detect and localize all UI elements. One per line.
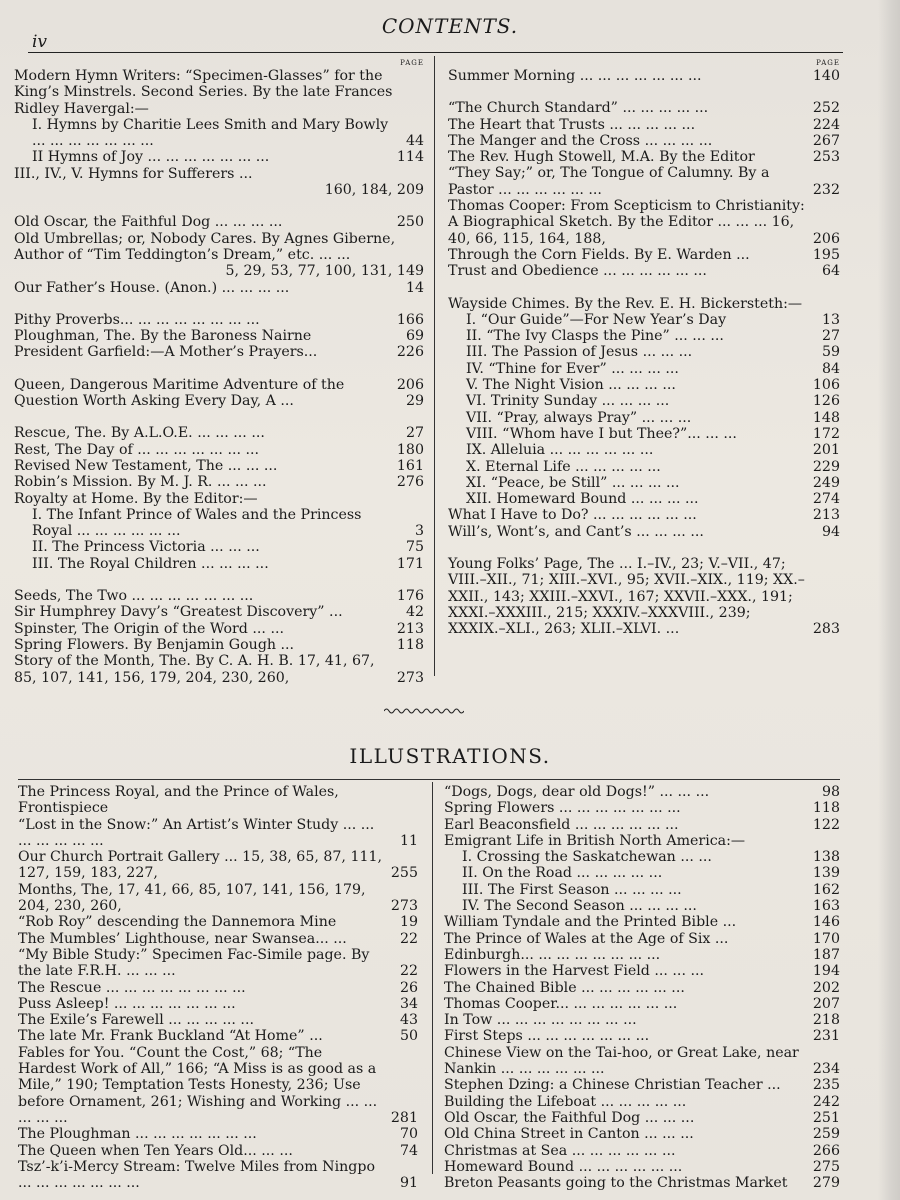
contents-right-column bbox=[448, 58, 840, 638]
toc-entry bbox=[18, 1045, 418, 1126]
toc-entry-page: 224 bbox=[812, 116, 840, 133]
toc-entry-page: 275 bbox=[812, 1158, 840, 1175]
toc-entry-title: Months, The, 17, 41, 66, 85, 107, 141, 156, 179, 204, 230, 260, bbox=[18, 881, 366, 915]
column-divider bbox=[432, 782, 433, 1174]
toc-entry-page: 195 bbox=[812, 246, 840, 263]
toc-entry bbox=[448, 149, 840, 165]
toc-entry-title: III. The Passion of Jesus ... ... ... bbox=[466, 344, 693, 361]
toc-entry-page: 26 bbox=[399, 979, 418, 996]
header-rule bbox=[28, 52, 843, 53]
toc-entry-page: 172 bbox=[812, 425, 840, 442]
illustrations-right-column bbox=[444, 784, 840, 1191]
toc-entry-page: 162 bbox=[812, 881, 840, 898]
toc-entry-title: Modern Hymn Writers: “Specimen-Glasses” for the King’s Minstrels. Second Series. By the late Frances Ridley Havergal:— bbox=[14, 68, 393, 117]
toc-entry bbox=[448, 68, 840, 84]
toc-entry-title: II Hymns of Joy ... ... ... ... ... ... ... bbox=[32, 149, 270, 166]
toc-entry bbox=[444, 947, 840, 963]
toc-entry bbox=[448, 263, 840, 279]
toc-entry bbox=[14, 442, 424, 458]
toc-entry-title: The Exile’s Farewell ... ... ... ... ... bbox=[18, 1012, 254, 1029]
toc-entry-title: Building the Lifeboat ... ... ... ... ... bbox=[444, 1093, 687, 1110]
toc-entry bbox=[14, 637, 424, 653]
toc-entry-page: 27 bbox=[821, 328, 840, 345]
toc-entry-title: II. On the Road ... ... ... ... ... bbox=[462, 865, 663, 882]
ornamental-wavy-rule bbox=[384, 706, 464, 716]
toc-entry-title: Royalty at Home. By the Editor:— bbox=[14, 490, 258, 507]
toc-entry-page: 59 bbox=[821, 344, 840, 361]
toc-entry-page: 64 bbox=[821, 263, 840, 280]
toc-entry bbox=[444, 898, 840, 914]
toc-entry bbox=[444, 833, 840, 849]
toc-entry-title: Seeds, The Two ... ... ... ... ... ... ... bbox=[14, 588, 254, 605]
toc-entry-page: 273 bbox=[396, 669, 424, 686]
toc-entry-page: 118 bbox=[812, 800, 840, 817]
toc-entry-title: Pithy Proverbs... ... ... ... ... ... ... ... bbox=[14, 311, 260, 328]
toc-entry-title: “The Church Standard” ... ... ... ... ... bbox=[448, 100, 709, 117]
toc-entry-title: The Heart that Trusts ... ... ... ... ... bbox=[448, 116, 696, 133]
toc-entry-page: 207 bbox=[812, 995, 840, 1012]
toc-entry bbox=[444, 1159, 840, 1175]
toc-entry-title: Our Father’s House. (Anon.) ... ... ... ... bbox=[14, 279, 290, 296]
toc-entry-page: 187 bbox=[812, 946, 840, 963]
toc-entry bbox=[448, 507, 840, 523]
toc-entry bbox=[444, 1077, 840, 1093]
toc-entry bbox=[14, 117, 424, 150]
toc-entry-page: 114 bbox=[396, 149, 424, 166]
page-column-label: PAGE bbox=[400, 59, 424, 67]
toc-entry-page: 232 bbox=[812, 181, 840, 198]
toc-entry-title: Edinburgh... ... ... ... ... ... ... ... bbox=[444, 946, 661, 963]
toc-entry-page: 75 bbox=[405, 539, 424, 556]
toc-entry bbox=[14, 68, 424, 117]
toc-entry bbox=[444, 1028, 840, 1044]
toc-entry-title: “My Bible Study:” Specimen Fac-Simile page. By the late F.R.H. ... ... ... bbox=[18, 946, 370, 980]
toc-entry-title: William Tyndale and the Printed Bible ... bbox=[444, 914, 737, 931]
toc-entry-title: The Rev. Hugh Stowell, M.A. By the Editor bbox=[448, 149, 755, 166]
toc-entry-page: 50 bbox=[399, 1028, 418, 1045]
toc-entry-title: III. The Royal Children ... ... ... ... bbox=[32, 555, 269, 572]
toc-entry-title: IV. “Thine for Ever” ... ... ... ... bbox=[466, 360, 679, 377]
toc-entry-title: “Lost in the Snow:” An Artist’s Winter Study ... ... ... ... ... ... ... bbox=[18, 816, 375, 849]
toc-entry-page: 13 bbox=[821, 311, 840, 328]
toc-entry bbox=[14, 491, 424, 507]
toc-entry-page: 139 bbox=[812, 865, 840, 882]
toc-entry-title: XI. “Peace, be Still” ... ... ... ... bbox=[466, 474, 680, 491]
toc-entry-title: Spinster, The Origin of the Word ... ... bbox=[14, 620, 284, 637]
toc-entry bbox=[18, 882, 418, 915]
entry-spacer bbox=[14, 572, 424, 588]
toc-entry-page: 14 bbox=[405, 279, 424, 296]
toc-entry-page: 213 bbox=[812, 507, 840, 524]
toc-entry bbox=[448, 100, 840, 116]
toc-entry-page: 106 bbox=[812, 377, 840, 394]
toc-entry-title: I. Crossing the Saskatchewan ... ... bbox=[462, 849, 712, 866]
toc-entry bbox=[444, 1045, 840, 1078]
toc-entry-page: 171 bbox=[396, 555, 424, 572]
toc-entry-title: Wayside Chimes. By the Rev. E. H. Bickersteth:— bbox=[448, 295, 803, 312]
toc-entry-page: 98 bbox=[821, 784, 840, 800]
page-edge bbox=[878, 0, 900, 1200]
illustrations-right-list bbox=[444, 784, 840, 1191]
toc-entry-title: The Mumbles’ Lighthouse, near Swansea... ... bbox=[18, 930, 347, 947]
toc-entry bbox=[444, 784, 840, 800]
toc-entry-page: 34 bbox=[399, 995, 418, 1012]
toc-entry-page: 91 bbox=[399, 1175, 418, 1192]
toc-entry bbox=[448, 165, 840, 198]
toc-entry bbox=[14, 214, 424, 230]
toc-entry-title: V. The Night Vision ... ... ... ... bbox=[466, 377, 676, 394]
toc-entry bbox=[14, 604, 424, 620]
toc-entry-page: 283 bbox=[812, 621, 840, 638]
toc-entry-title: The late Mr. Frank Buckland “At Home” ... bbox=[18, 1028, 323, 1045]
toc-entry-title: Trust and Obedience ... ... ... ... ... ... bbox=[448, 263, 707, 280]
toc-entry bbox=[448, 475, 840, 491]
toc-entry-page: 213 bbox=[396, 620, 424, 637]
toc-entry-title: Breton Peasants going to the Christmas Market bbox=[444, 1175, 788, 1192]
toc-entry-page: 170 bbox=[812, 930, 840, 947]
toc-entry bbox=[14, 556, 424, 572]
toc-entry bbox=[18, 914, 418, 930]
toc-entry-page: 27 bbox=[405, 425, 424, 442]
toc-entry-page: 206 bbox=[396, 376, 424, 393]
toc-entry-page: 163 bbox=[812, 898, 840, 915]
toc-entry-title: The Rescue ... ... ... ... ... ... ... ... bbox=[18, 979, 246, 996]
toc-entry-page: 201 bbox=[812, 442, 840, 459]
toc-entry-title: Thomas Cooper... ... ... ... ... ... ... bbox=[444, 995, 678, 1012]
toc-entry bbox=[14, 425, 424, 441]
toc-entry bbox=[18, 1126, 418, 1142]
toc-entry-page: 122 bbox=[812, 816, 840, 833]
toc-entry-title: IX. Alleluia ... ... ... ... ... ... bbox=[466, 442, 654, 459]
toc-entry bbox=[448, 198, 840, 247]
toc-entry-title: Thomas Cooper: From Scepticism to Christianity: A Biographical Sketch. By the Editor ... ... ... 16, 40, 66, 115, 164, 188, bbox=[448, 198, 805, 247]
entry-spacer bbox=[448, 280, 840, 296]
toc-entry bbox=[14, 621, 424, 637]
folio-number: iv bbox=[32, 32, 48, 52]
toc-entry-page: 276 bbox=[396, 474, 424, 491]
toc-entry bbox=[448, 442, 840, 458]
toc-entry-title: The Ploughman ... ... ... ... ... ... ... bbox=[18, 1126, 257, 1143]
toc-entry-title: “Rob Roy” descending the Dannemora Mine bbox=[18, 914, 337, 931]
toc-entry-page: 229 bbox=[812, 458, 840, 475]
toc-entry-title: Through the Corn Fields. By E. Warden ... bbox=[448, 246, 750, 263]
toc-entry bbox=[14, 280, 424, 296]
toc-entry-title: Rest, The Day of ... ... ... ... ... ... ... bbox=[14, 441, 260, 458]
toc-entry bbox=[14, 507, 424, 540]
toc-entry bbox=[448, 410, 840, 426]
toc-entry bbox=[444, 1143, 840, 1159]
toc-entry-title: Spring Flowers ... ... ... ... ... ... ... bbox=[444, 800, 681, 817]
toc-entry-title: The Prince of Wales at the Age of Six ... bbox=[444, 930, 729, 947]
toc-entry bbox=[18, 817, 418, 850]
toc-entry bbox=[444, 980, 840, 996]
toc-entry-title: President Garfield:—A Mother’s Prayers... bbox=[14, 344, 318, 361]
toc-entry bbox=[448, 296, 840, 312]
toc-entry-title: Homeward Bound ... ... ... ... ... ... bbox=[444, 1158, 683, 1175]
toc-entry-page: 231 bbox=[812, 1028, 840, 1045]
toc-entry-title: II. “The Ivy Clasps the Pine” ... ... ... bbox=[466, 328, 724, 345]
running-head-title: CONTENTS. bbox=[381, 14, 519, 38]
toc-entry bbox=[14, 653, 424, 686]
toc-entry-title: Fables for You. “Count the Cost,” 68; “The Hardest Work of All,” 166; “A Miss is as good as a Mile,” 190; Temptation Tests Honesty, 236; Use before Ornament, 261; Wishing and Working ... ... ... ... ... bbox=[18, 1044, 378, 1126]
toc-entry-page: 252 bbox=[812, 100, 840, 117]
toc-entry-page: 11 bbox=[399, 832, 418, 849]
toc-entry bbox=[14, 344, 424, 360]
toc-entry-page: 94 bbox=[821, 523, 840, 540]
toc-entry-page: 226 bbox=[396, 344, 424, 361]
entry-spacer bbox=[14, 409, 424, 425]
toc-entry-title: I. The Infant Prince of Wales and the Princess Royal ... ... ... ... ... ... bbox=[32, 506, 362, 540]
toc-entry bbox=[18, 1159, 418, 1192]
page-column-label: PAGE bbox=[816, 59, 840, 67]
toc-entry-title: Old China Street in Canton ... ... ... bbox=[444, 1126, 694, 1143]
toc-entry bbox=[18, 784, 418, 817]
toc-entry-page: 235 bbox=[812, 1077, 840, 1094]
toc-entry-title: Will’s, Wont’s, and Cant’s ... ... ... ... bbox=[448, 523, 704, 540]
toc-entry bbox=[448, 377, 840, 393]
illustrations-rule bbox=[18, 779, 840, 780]
toc-entry-title: Our Church Portrait Gallery ... 15, 38, 65, 87, 111, 127, 159, 183, 227, bbox=[18, 849, 383, 882]
toc-entry-page: 84 bbox=[821, 360, 840, 377]
toc-entry bbox=[444, 800, 840, 816]
toc-entry bbox=[444, 1012, 840, 1028]
toc-entry-page: 161 bbox=[396, 457, 424, 474]
toc-entry bbox=[448, 344, 840, 360]
toc-entry bbox=[14, 231, 424, 280]
toc-entry-title: VII. “Pray, always Pray” ... ... ... bbox=[466, 409, 692, 426]
toc-entry bbox=[448, 361, 840, 377]
toc-entry-page: 146 bbox=[812, 914, 840, 931]
toc-entry-title: Spring Flowers. By Benjamin Gough ... bbox=[14, 636, 295, 653]
toc-entry-page: 202 bbox=[812, 979, 840, 996]
toc-entry-title: Earl Beaconsfield ... ... ... ... ... ... bbox=[444, 816, 679, 833]
toc-entry-page: 255 bbox=[390, 865, 418, 882]
toc-entry-page: 70 bbox=[399, 1126, 418, 1143]
entry-spacer bbox=[448, 540, 840, 556]
toc-entry bbox=[448, 312, 840, 328]
toc-entry-title: The Queen when Ten Years Old... ... ... bbox=[18, 1142, 293, 1159]
toc-entry-title: Emigrant Life in British North America:— bbox=[444, 832, 746, 849]
toc-entry bbox=[18, 980, 418, 996]
toc-entry-page: 206 bbox=[812, 230, 840, 247]
toc-entry-page: 44 bbox=[405, 133, 424, 150]
toc-entry-page: 249 bbox=[812, 474, 840, 491]
toc-entry bbox=[444, 1175, 840, 1191]
entry-spacer bbox=[448, 84, 840, 100]
toc-entry-title: The Chained Bible ... ... ... ... ... ... bbox=[444, 979, 685, 996]
toc-entry bbox=[18, 1143, 418, 1159]
toc-entry bbox=[14, 539, 424, 555]
toc-entry bbox=[14, 149, 424, 165]
toc-entry bbox=[444, 1110, 840, 1126]
toc-entry-page: 279 bbox=[812, 1175, 840, 1192]
illustrations-left-column bbox=[18, 784, 418, 1191]
toc-entry-title: Christmas at Sea ... ... ... ... ... ... bbox=[444, 1142, 676, 1159]
toc-entry bbox=[14, 474, 424, 490]
toc-entry-title: The Princess Royal, and the Prince of Wales, Frontispiece bbox=[18, 784, 339, 817]
toc-entry bbox=[14, 312, 424, 328]
toc-entry bbox=[448, 117, 840, 133]
contents-left-list bbox=[14, 68, 424, 686]
toc-entry-title: Old Oscar, the Faithful Dog ... ... ... ... bbox=[14, 214, 283, 231]
toc-entry-page: 166 bbox=[396, 311, 424, 328]
toc-entry-page: 242 bbox=[812, 1093, 840, 1110]
toc-entry bbox=[14, 393, 424, 409]
toc-entry-title: VIII. “Whom have I but Thee?”... ... ... bbox=[466, 425, 737, 442]
toc-entry bbox=[14, 166, 424, 199]
toc-entry-page: 43 bbox=[399, 1012, 418, 1029]
toc-entry bbox=[18, 947, 418, 980]
toc-entry-title: Flowers in the Harvest Field ... ... ... bbox=[444, 963, 704, 980]
toc-entry bbox=[18, 996, 418, 1012]
toc-entry-page: 118 bbox=[396, 636, 424, 653]
toc-entry-page: 180 bbox=[396, 441, 424, 458]
toc-entry-page: 69 bbox=[405, 328, 424, 345]
toc-entry-page: 194 bbox=[812, 963, 840, 980]
toc-entry-title: Old Oscar, the Faithful Dog ... ... ... bbox=[444, 1109, 695, 1126]
entry-spacer bbox=[14, 198, 424, 214]
toc-entry-title: The Manger and the Cross ... ... ... ... bbox=[448, 132, 713, 149]
toc-entry bbox=[444, 849, 840, 865]
toc-entry-title: I. Hymns by Charitie Lees Smith and Mary Bowly ... ... ... ... ... ... ... bbox=[32, 116, 389, 150]
toc-entry-title: III., IV., V. Hymns for Sufferers ... bbox=[14, 165, 253, 182]
toc-entry bbox=[448, 524, 840, 540]
toc-entry bbox=[448, 491, 840, 507]
toc-entry-title: Old Umbrellas; or, Nobody Cares. By Agnes Giberne, Author of “Tim Teddington’s Dream,” etc. ... ... bbox=[14, 230, 396, 263]
toc-entry bbox=[14, 458, 424, 474]
toc-entry-page: 42 bbox=[405, 604, 424, 621]
toc-entry bbox=[444, 817, 840, 833]
toc-entry bbox=[444, 996, 840, 1012]
toc-entry bbox=[448, 133, 840, 149]
toc-entry-title: Chinese View on the Tai-hoo, or Great Lake, near Nankin ... ... ... ... ... ... bbox=[444, 1044, 799, 1078]
toc-entry-page: 273 bbox=[390, 898, 418, 915]
toc-entry bbox=[448, 459, 840, 475]
illustrations-left-list bbox=[18, 784, 418, 1191]
toc-entry-page: 19 bbox=[399, 914, 418, 931]
toc-entry-title: Story of the Month, The. By C. A. H. B. 17, 41, 67, 85, 107, 141, 156, 179, 204, 230, 260, bbox=[14, 653, 375, 686]
toc-entry-title: Young Folks’ Page, The ... I.–IV., 23; V.–VII., 47; VIII.–XII., 71; XIII.–XVI., 95; XVII.–XIX., 119; XX.–XXII., 143; XXIII.–XXVI., 167; XXVII.–XXX., 191; XXXI.–XXXIII., 215; XXXIV.–XXXVIII., 239; XXXIX.–XLI., 263; XLII.–XLVI. ... bbox=[448, 556, 805, 638]
toc-entry-page: 140 bbox=[812, 68, 840, 84]
toc-entry-page: 176 bbox=[396, 588, 424, 605]
toc-entry-title: In Tow ... ... ... ... ... ... ... ... bbox=[444, 1012, 637, 1029]
toc-entry-page: 234 bbox=[812, 1061, 840, 1078]
toc-entry bbox=[14, 377, 424, 393]
toc-entry-page: 22 bbox=[399, 963, 418, 980]
entry-spacer bbox=[14, 361, 424, 377]
illustrations-heading: ILLUSTRATIONS. bbox=[349, 744, 551, 768]
toc-entry bbox=[18, 1028, 418, 1044]
entry-spacer bbox=[14, 296, 424, 312]
toc-entry bbox=[448, 393, 840, 409]
toc-entry-page: 251 bbox=[812, 1109, 840, 1126]
toc-entry bbox=[14, 588, 424, 604]
toc-entry bbox=[18, 1012, 418, 1028]
toc-entry-page: 29 bbox=[405, 393, 424, 410]
toc-entry-title: IV. The Second Season ... ... ... ... bbox=[462, 898, 697, 915]
contents-left-column bbox=[14, 58, 424, 686]
toc-entry bbox=[18, 849, 418, 882]
toc-entry-page: 250 bbox=[396, 214, 424, 231]
toc-entry-title: II. The Princess Victoria ... ... ... bbox=[32, 539, 260, 556]
toc-entry-title: Stephen Dzing: a Chinese Christian Teacher ... bbox=[444, 1077, 781, 1094]
toc-entry bbox=[448, 556, 840, 637]
toc-entry-title: First Steps ... ... ... ... ... ... ... bbox=[444, 1028, 650, 1045]
column-divider bbox=[434, 56, 435, 676]
toc-entry-title: Tsz’-k’i-Mercy Stream: Twelve Miles from Ningpo ... ... ... ... ... ... ... bbox=[18, 1158, 375, 1192]
toc-entry bbox=[444, 963, 840, 979]
toc-entry-page: 138 bbox=[812, 849, 840, 866]
toc-entry-title: “They Say;” or, The Tongue of Calumny. By a Pastor ... ... ... ... ... ... bbox=[448, 165, 770, 198]
toc-entry-title: Puss Asleep! ... ... ... ... ... ... ... bbox=[18, 995, 236, 1012]
toc-entry bbox=[444, 1126, 840, 1142]
toc-entry-title: Revised New Testament, The ... ... ... bbox=[14, 457, 278, 474]
toc-entry-page: 126 bbox=[812, 393, 840, 410]
toc-entry-page: 259 bbox=[812, 1126, 840, 1143]
toc-entry bbox=[444, 914, 840, 930]
contents-right-list bbox=[448, 68, 840, 638]
toc-entry-page: 253 bbox=[812, 149, 840, 166]
toc-entry-title: Sir Humphrey Davy’s “Greatest Discovery” ... bbox=[14, 604, 343, 621]
toc-entry-title: Robin’s Mission. By M. J. R. ... ... ... bbox=[14, 474, 267, 491]
toc-entry-page: 267 bbox=[812, 132, 840, 149]
toc-entry-page: 148 bbox=[812, 409, 840, 426]
toc-entry-title: Rescue, The. By A.L.O.E. ... ... ... ... bbox=[14, 425, 265, 442]
toc-entry-page: 3 bbox=[414, 523, 424, 540]
toc-entry-page: 218 bbox=[812, 1012, 840, 1029]
toc-entry bbox=[448, 247, 840, 263]
toc-entry-page: 74 bbox=[399, 1142, 418, 1159]
toc-entry-title: VI. Trinity Sunday ... ... ... ... bbox=[466, 393, 670, 410]
toc-entry bbox=[444, 865, 840, 881]
toc-entry-page: 281 bbox=[390, 1109, 418, 1126]
toc-entry-title: XII. Homeward Bound ... ... ... ... bbox=[466, 491, 699, 508]
toc-entry-page: 274 bbox=[812, 491, 840, 508]
toc-entry-title: What I Have to Do? ... ... ... ... ... ... bbox=[448, 507, 697, 524]
toc-entry bbox=[14, 328, 424, 344]
toc-entry-title: I. “Our Guide”—For New Year’s Day bbox=[466, 311, 727, 328]
toc-entry-title: “Dogs, Dogs, dear old Dogs!” ... ... ... bbox=[444, 784, 710, 800]
toc-entry-title: Ploughman, The. By the Baroness Nairne bbox=[14, 328, 312, 345]
toc-entry-page: 266 bbox=[812, 1142, 840, 1159]
toc-entry-title: Question Worth Asking Every Day, A ... bbox=[14, 393, 294, 410]
toc-entry bbox=[18, 931, 418, 947]
toc-entry-title: X. Eternal Life ... ... ... ... ... bbox=[466, 458, 661, 475]
toc-entry-page: 160, 184, 209 bbox=[324, 182, 424, 199]
toc-entry bbox=[444, 931, 840, 947]
toc-entry bbox=[448, 328, 840, 344]
toc-entry-title: III. The First Season ... ... ... ... bbox=[462, 881, 682, 898]
toc-entry bbox=[448, 426, 840, 442]
toc-entry bbox=[444, 1094, 840, 1110]
toc-entry-page: 22 bbox=[399, 930, 418, 947]
toc-entry-page: 5, 29, 53, 77, 100, 131, 149 bbox=[225, 263, 424, 280]
toc-entry-title: Summer Morning ... ... ... ... ... ... ... bbox=[448, 68, 702, 84]
toc-entry bbox=[444, 882, 840, 898]
toc-entry-title: Queen, Dangerous Maritime Adventure of the bbox=[14, 376, 345, 393]
